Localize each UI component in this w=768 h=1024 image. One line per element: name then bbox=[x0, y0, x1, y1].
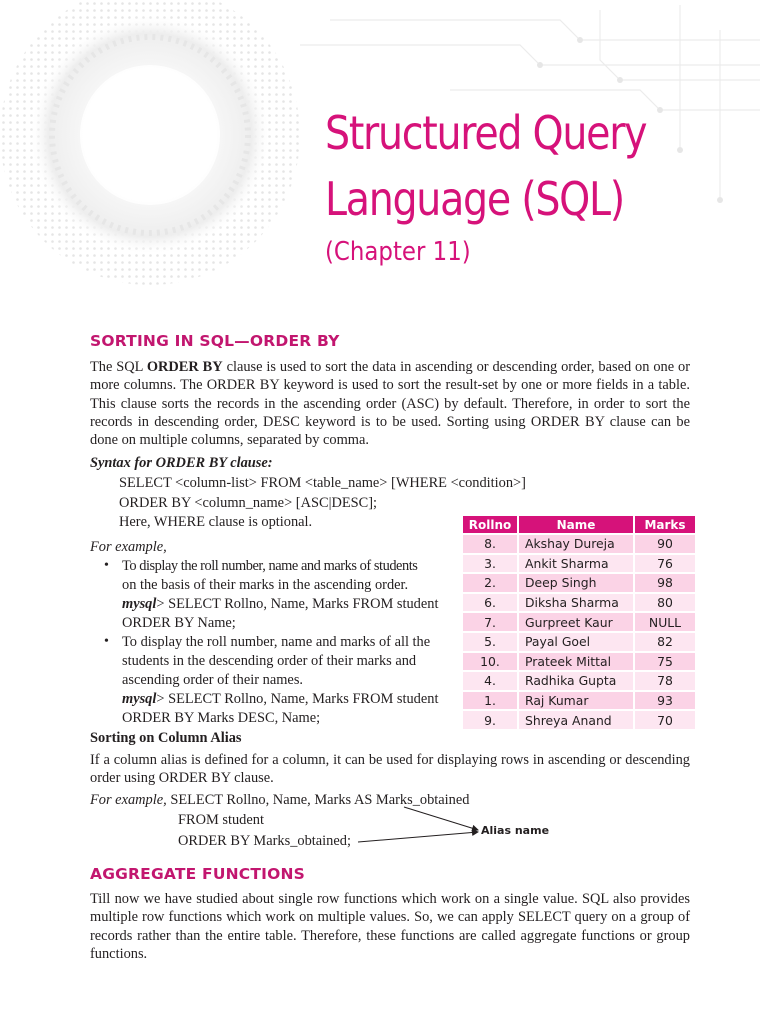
cell-name: Prateek Mittal bbox=[519, 653, 633, 671]
alias-query-line1: For example, SELECT Rollno, Name, Marks AS Marks_obtained bbox=[90, 792, 470, 808]
title-line-1: Structured Query bbox=[325, 106, 647, 160]
cell-rollno: 1. bbox=[463, 692, 517, 710]
bullet-marker: • bbox=[104, 558, 109, 573]
example-label: For example, bbox=[90, 539, 167, 555]
cell-marks: 75 bbox=[635, 653, 695, 671]
alias-heading: Sorting on Column Alias bbox=[90, 730, 242, 746]
header-marks: Marks bbox=[635, 516, 695, 533]
cell-rollno: 5. bbox=[463, 633, 517, 651]
cell-name: Deep Singh bbox=[519, 574, 633, 592]
cell-marks: 82 bbox=[635, 633, 695, 651]
syntax-line-2: ORDER BY <column_name> [ASC|DESC]; bbox=[119, 495, 378, 511]
cell-rollno: 6. bbox=[463, 594, 517, 612]
syntax-line-1: SELECT <column-list> FROM <table_name> [WHERE <condition>] bbox=[119, 475, 526, 491]
header-name: Name bbox=[519, 516, 633, 533]
cell-marks: 90 bbox=[635, 535, 695, 553]
bullet1-query2: ORDER BY Name; bbox=[122, 615, 236, 631]
cell-name: Payal Goel bbox=[519, 633, 633, 651]
syntax-line-3: Here, WHERE clause is optional. bbox=[119, 514, 313, 530]
table-row bbox=[463, 672, 695, 690]
table-row bbox=[463, 574, 695, 592]
table-row bbox=[463, 633, 695, 651]
cell-name: Raj Kumar bbox=[519, 692, 633, 710]
table-row bbox=[463, 692, 695, 710]
alias-name-label: Alias name bbox=[481, 824, 550, 837]
chapter-number: (Chapter 11) bbox=[325, 237, 471, 267]
bullet-marker: • bbox=[104, 634, 109, 649]
cell-name: Gurpreet Kaur bbox=[519, 613, 633, 631]
bullet2-query1: mysql> SELECT Rollno, Name, Marks FROM student bbox=[122, 691, 439, 707]
orderby-intro: The SQL ORDER BY clause is used to sort the data in ascending or descending order, based on one or more columns. The ORDER BY keyword is used to sort the result-set by one or more fields in a table. This clause sorts the records in the ascending order (ASC) by default. Therefore, in order to sort the records in descending order, DESC keyword is to be used. Sorting using ORDER BY clause can be done on multiple columns, separated by comma. bbox=[90, 359, 690, 449]
cell-name: Radhika Gupta bbox=[519, 672, 633, 690]
header-rollno: Rollno bbox=[463, 516, 517, 533]
table-row bbox=[463, 613, 695, 631]
bullet1-line1: To display the roll number, name and marks of students bbox=[122, 558, 418, 574]
alias-description: If a column alias is defined for a column, it can be used for displaying rows in ascending or descending order using ORDER BY clause. bbox=[90, 752, 690, 787]
student-marks-table bbox=[461, 514, 697, 731]
table-row bbox=[463, 594, 695, 612]
cell-rollno: 3. bbox=[463, 555, 517, 573]
bullet2-line1: To display the roll number, name and marks of all the bbox=[122, 634, 431, 650]
aggregate-description: Till now we have studied about single row functions which work on a single value. SQL also provides multiple row functions which work on multiple values. So, we can apply SELECT query on a group of records rather than the entire table. Therefore, these functions are called aggregate functions or group functions. bbox=[90, 891, 690, 962]
cell-name: Ankit Sharma bbox=[519, 555, 633, 573]
table-row bbox=[463, 555, 695, 573]
orderby-heading: SORTING IN SQL—ORDER BY bbox=[90, 332, 340, 350]
cell-rollno: 8. bbox=[463, 535, 517, 553]
bullet2-line2: students in the descending order of their marks and bbox=[122, 653, 417, 669]
cell-marks: 78 bbox=[635, 672, 695, 690]
cell-name: Diksha Sharma bbox=[519, 594, 633, 612]
cell-rollno: 10. bbox=[463, 653, 517, 671]
cell-marks: NULL bbox=[635, 613, 695, 631]
cell-name: Akshay Dureja bbox=[519, 535, 633, 553]
table-header-row bbox=[463, 516, 695, 533]
alias-arrows bbox=[350, 800, 490, 850]
cell-marks: 80 bbox=[635, 594, 695, 612]
syntax-label: Syntax for ORDER BY clause: bbox=[90, 455, 273, 471]
title-line-2: Language (SQL) bbox=[325, 172, 624, 226]
cell-rollno: 9. bbox=[463, 711, 517, 729]
table-row bbox=[463, 535, 695, 553]
alias-query-line3: ORDER BY Marks_obtained; bbox=[178, 833, 351, 849]
cell-rollno: 4. bbox=[463, 672, 517, 690]
table-row bbox=[463, 711, 695, 729]
bullet1-line2: on the basis of their marks in the ascending order. bbox=[122, 577, 409, 593]
cell-marks: 98 bbox=[635, 574, 695, 592]
cell-marks: 70 bbox=[635, 711, 695, 729]
chapter-title-block bbox=[325, 100, 699, 272]
cell-name: Shreya Anand bbox=[519, 711, 633, 729]
table-row bbox=[463, 653, 695, 671]
bullet2-query2: ORDER BY Marks DESC, Name; bbox=[122, 710, 321, 726]
cell-marks: 93 bbox=[635, 692, 695, 710]
cell-rollno: 7. bbox=[463, 613, 517, 631]
cell-marks: 76 bbox=[635, 555, 695, 573]
cell-rollno: 2. bbox=[463, 574, 517, 592]
bullet2-line3: ascending order of their names. bbox=[122, 672, 304, 688]
aggregate-heading: AGGREGATE FUNCTIONS bbox=[90, 865, 306, 883]
alias-query-line2: FROM student bbox=[178, 812, 264, 828]
bullet1-query1: mysql> SELECT Rollno, Name, Marks FROM student bbox=[122, 596, 439, 612]
